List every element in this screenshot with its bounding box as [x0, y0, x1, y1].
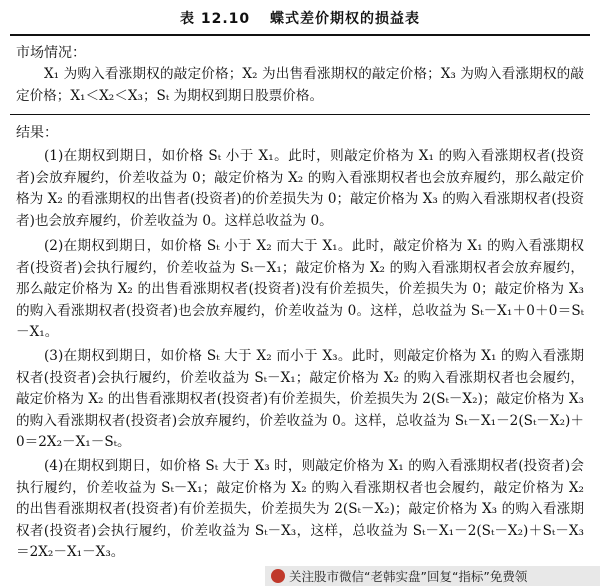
wechat-icon [271, 569, 285, 583]
result-paragraph-2: (2)在期权到期日，如价格 Sₜ 小于 X₂ 而大于 X₁。此时，敲定价格为 X₁ 的购入看涨期权者(投资者)会执行履约，价差收益为 Sₜ－X₁；敲定价格为 X₂ 的购入看涨期权者会放弃履约，那么敲定价格为 X₂ 的出售看涨期权者(投资者)没有价差损失，价差损失为 0；敲定价格为 X₃ 的购入看涨期权者(投资者)也会放弃履约，价差收益为 0。这样，总收益为 Sₜ－X₁＋0＋0＝Sₜ－X₁。 [16, 238, 584, 340]
market-heading: 市场情况： [16, 45, 86, 61]
watermark-banner [265, 566, 600, 586]
result-paragraph-4: (4)在期权到期日，如价格 Sₜ 大于 X₃ 时，则敲定价格为 X₁ 的购入看涨期权者(投资者)会执行履约，价差收益为 Sₜ－X₁；敲定价格为 X₂ 的购入看涨期权者也会履约，敲定价格为 X₂ 的出售看涨期权者(投资者)有价差损失，价差损失为 2(Sₜ－X₂)；敲定价格为 X₃ 的购入看涨期权者(投资者)会执行履约，价差收益为 Sₜ－X₃，这样，总收益为 Sₜ－X₁－2(Sₜ－X₂)＋Sₜ－X₃＝2X₂－X₁－X₃。 [16, 458, 584, 560]
table-title-text: 蝶式差价期权的损益表 [270, 11, 421, 27]
table-number: 表 12.10 [179, 11, 251, 27]
table-title [0, 8, 600, 28]
result-paragraph-3: (3)在期权到期日，如价格 Sₜ 大于 X₂ 而小于 X₃。此时，则敲定价格为 X₁ 的购入看涨期权者(投资者)会执行履约，价差收益为 Sₜ－X₁；敲定价格为 X₂ 的购入看涨期权者也会履约，敲定价格为 X₂ 的出售看涨期权者(投资者)有价差损失，价差损失为 2(Sₜ－X₂)；敲定价格为 X₃ 的购入看涨期权者(投资者)会放弃履约，价差收益为 0。这样，总收益为 Sₜ－X₁－2(Sₜ－X₂)＋0＝2X₂－X₁－Sₜ。 [16, 348, 584, 450]
watermark-text: 关注股市微信“老韩实盘”回复“指标”免费领 [289, 569, 528, 584]
market-text: X₁ 为购入看涨期权的敲定价格；X₂ 为出售看涨期权的敲定价格；X₃ 为购入看涨期权的敲定价格；X₁＜X₂＜X₃；Sₜ 为期权到期日股票价格。 [16, 66, 584, 104]
result-heading: 结果： [16, 125, 58, 141]
section-rule [10, 114, 590, 115]
top-rule [10, 34, 590, 36]
result-paragraph-1: (1)在期权到期日，如价格 Sₜ 小于 X₁。此时，则敲定价格为 X₁ 的购入看涨期权者(投资者)会放弃履约，价差收益为 0；敲定价格为 X₂ 的购入看涨期权者也会放弃履约，那么敲定价格为 X₂ 的看涨期权的出售者(投资者)的价差损失为 0；敲定价格为 X₃ 的购入看涨期权者(投资者)也会放弃履约，价差收益为 0。这样总收益为 0。 [16, 148, 584, 229]
